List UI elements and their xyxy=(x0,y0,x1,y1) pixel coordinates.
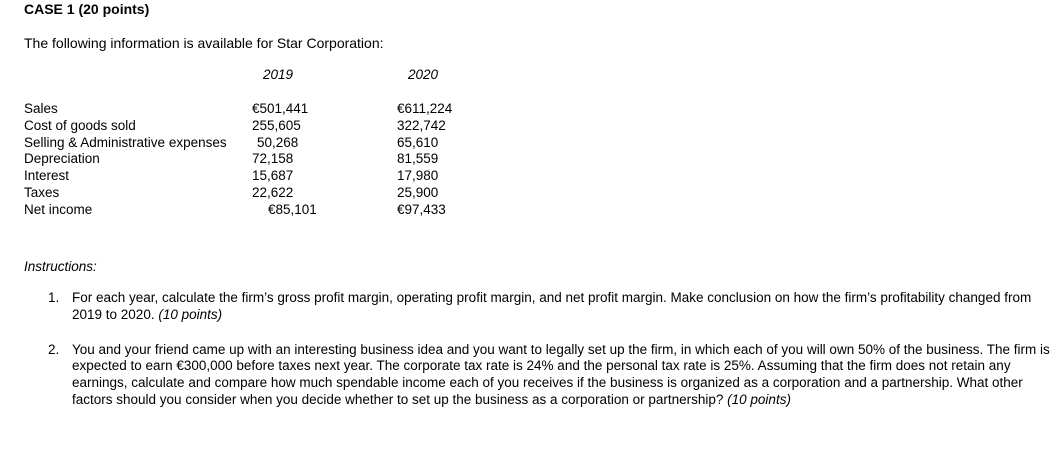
values-2020-column xyxy=(397,101,452,219)
instruction-points-1: (10 points) xyxy=(158,306,223,322)
row-label-net-income: Net income xyxy=(24,201,93,217)
value-2019-net-income: €85,101 xyxy=(268,201,317,217)
value-2020-cogs: 322,742 xyxy=(397,117,446,133)
value-2019-interest: 15,687 xyxy=(252,168,294,184)
value-2020-interest: 17,980 xyxy=(397,168,439,184)
instruction-number-2: 2. xyxy=(48,341,60,357)
row-label-sga: Selling & Administrative expenses xyxy=(24,134,227,150)
instruction-points-2: (10 points) xyxy=(727,391,791,407)
instructions-heading: Instructions: xyxy=(24,259,97,274)
value-2020-sales: €611,224 xyxy=(397,101,453,116)
value-2020-sga: 65,610 xyxy=(397,134,439,150)
value-2020-depreciation: 81,559 xyxy=(397,151,439,167)
value-2019-taxes: 22,622 xyxy=(252,184,294,200)
value-2020-net-income: €97,433 xyxy=(397,201,446,217)
value-2020-taxes: 25,900 xyxy=(397,184,439,200)
instruction-text-2: You and your friend came up with an interesting business idea and you want to legally set up the firm, in which each of you will own 50% of the business. The firm is expected to earn €300,000 before taxes next year. The corporate tax rate is 24% and the personal tax rate is 25%. Assuming that the firm does not retain any earnings, calculate and compare how much spendable income each of you receives if the business is organized as a corporation and a partnership. What other factors should you consider when you decide whether to set up the business as a corporation or partnership? xyxy=(72,341,1050,407)
case-title: CASE 1 (20 points) xyxy=(24,1,150,17)
value-2019-cogs: 255,605 xyxy=(252,117,301,133)
value-2019-sga: 50,268 xyxy=(257,134,299,150)
value-2019-sales: €501,441 xyxy=(252,101,309,116)
row-labels xyxy=(24,101,227,219)
instruction-item-2 xyxy=(48,342,1053,409)
instruction-list xyxy=(48,290,1053,409)
row-label-sales: Sales xyxy=(24,101,58,116)
row-label-cogs: Cost of goods sold xyxy=(24,117,136,133)
year-header-2019: 2019 xyxy=(263,67,294,82)
instruction-number-1: 1. xyxy=(48,290,60,305)
intro-text: The following information is available for Star Corporation: xyxy=(24,35,384,51)
instruction-text-1: For each year, calculate the firm’s gross profit margin, operating profit margin, and net profit margin. Make conclusion on how the firm’s profitability changed from 2019 to 2020. xyxy=(72,290,1032,322)
year-header-2020: 2020 xyxy=(408,67,439,82)
row-label-taxes: Taxes xyxy=(24,184,60,200)
row-label-interest: Interest xyxy=(24,168,70,184)
instruction-item-1 xyxy=(48,290,1053,324)
values-2019-column xyxy=(252,101,317,219)
row-label-depreciation: Depreciation xyxy=(24,151,100,167)
value-2019-depreciation: 72,158 xyxy=(252,151,294,167)
